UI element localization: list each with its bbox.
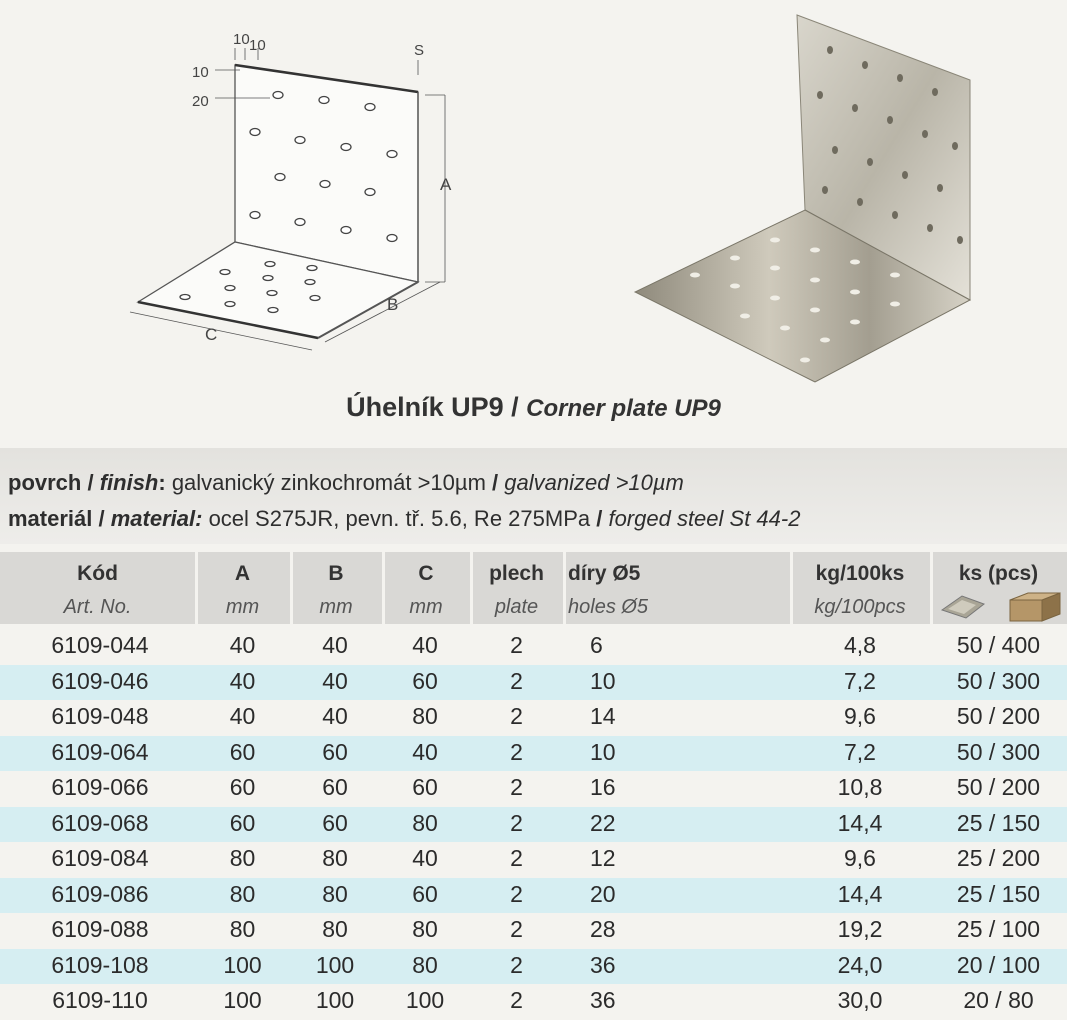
material-value-en: forged steel St 44-2 — [608, 506, 801, 531]
dim-10a-label: 10 — [233, 31, 250, 48]
table-cell: 25 / 200 — [956, 845, 1041, 871]
column-header — [195, 552, 290, 624]
title-main: Úhelník UP9 — [346, 392, 504, 422]
table-cell: 30,0 — [837, 987, 883, 1013]
table-cell: 60 — [229, 809, 256, 836]
dim-b-label: B — [387, 295, 399, 314]
column-header-sublabel: mm — [319, 596, 353, 618]
finish-sep: / — [81, 470, 100, 495]
column-header-label: ks (pcs) — [958, 562, 1039, 585]
table-cell: 20 / 80 — [963, 987, 1034, 1013]
column-header-label: kg/100ks — [815, 562, 905, 585]
table-cell: 10,8 — [837, 774, 883, 800]
column-header — [0, 552, 195, 624]
table-cell: 60 — [229, 774, 256, 800]
box-icon — [1008, 590, 1062, 622]
table-cell: 50 / 200 — [956, 774, 1041, 800]
table-cell: 60 — [412, 880, 438, 907]
bag-icon — [940, 592, 986, 620]
table-row — [0, 984, 1067, 1020]
column-header — [563, 552, 790, 624]
table-cell: 4,8 — [844, 632, 876, 658]
table-cell: 40 — [322, 632, 348, 658]
table-cell: 40 — [322, 703, 348, 729]
finish-label: povrch — [8, 470, 82, 495]
table-cell: 40 — [412, 738, 438, 765]
table-cell: 6109-064 — [51, 738, 149, 765]
table-cell: 100 — [223, 951, 262, 978]
column-header-sublabel: kg/100pcs — [814, 596, 906, 618]
table-row — [0, 736, 1067, 772]
table-cell: 6109-088 — [51, 916, 149, 942]
table-header — [0, 552, 1067, 624]
table-cell: 40 — [229, 667, 256, 694]
table-cell: 60 — [229, 738, 256, 765]
dim-10-left-label: 10 — [192, 64, 209, 81]
dim-20-left-label: 20 — [192, 93, 209, 110]
material-label-en: material: — [110, 506, 203, 531]
table-cell: 36 — [590, 987, 616, 1013]
table-cell: 2 — [510, 951, 523, 978]
table-cell: 60 — [412, 667, 438, 694]
table-cell: 60 — [322, 809, 348, 836]
table-body — [0, 629, 1067, 1020]
material-label: materiál — [8, 506, 93, 531]
table-cell: 10 — [590, 738, 616, 765]
table-cell: 50 / 400 — [956, 632, 1041, 658]
table-cell: 16 — [590, 774, 616, 800]
column-header-sublabel: mm — [409, 596, 443, 618]
column-header — [470, 552, 563, 624]
table-cell: 6109-048 — [51, 703, 149, 729]
table-cell: 60 — [322, 738, 348, 765]
column-header-label: díry Ø5 — [568, 562, 641, 585]
table-cell: 2 — [510, 667, 523, 694]
table-row — [0, 842, 1067, 878]
table-cell: 7,2 — [844, 738, 876, 765]
table-cell: 6109-068 — [51, 809, 149, 836]
table-cell: 25 / 150 — [956, 809, 1041, 836]
table-cell: 80 — [412, 703, 438, 729]
table-cell: 50 / 200 — [956, 703, 1041, 729]
table-cell: 9,6 — [844, 703, 876, 729]
dim-10b-label: 10 — [249, 37, 266, 54]
finish-label-en: finish — [99, 470, 159, 495]
table-cell: 6109-066 — [51, 774, 149, 800]
table-cell: 60 — [322, 774, 348, 800]
material-value: ocel S275JR, pevn. tř. 5.6, Re 275MPa — [202, 506, 597, 531]
table-cell: 22 — [590, 809, 616, 836]
title-separator: / — [503, 392, 527, 422]
table-cell: 14,4 — [837, 880, 883, 907]
table-cell: 2 — [510, 774, 523, 800]
material-sep: / — [92, 506, 111, 531]
table-cell: 80 — [229, 845, 256, 871]
table-row — [0, 665, 1067, 701]
title-english: Corner plate UP9 — [526, 395, 721, 422]
table-cell: 40 — [229, 703, 256, 729]
finish-colon: : — [158, 470, 166, 495]
page-title — [0, 392, 1067, 423]
material-value-sep: / — [596, 506, 609, 531]
table-row — [0, 878, 1067, 914]
table-row — [0, 913, 1067, 949]
technical-drawing — [100, 20, 480, 365]
table-cell: 80 — [229, 880, 256, 907]
column-separator — [382, 552, 385, 624]
table-cell: 2 — [510, 987, 523, 1013]
table-cell: 80 — [229, 916, 256, 942]
table-row — [0, 629, 1067, 665]
table-cell: 24,0 — [837, 951, 883, 978]
table-cell: 14 — [590, 703, 616, 729]
table-cell: 20 / 100 — [956, 951, 1041, 978]
table-cell: 25 / 100 — [956, 916, 1041, 942]
table-cell: 19,2 — [837, 916, 883, 942]
table-cell: 2 — [510, 809, 523, 836]
finish-value: galvanický zinkochromát >10µm — [165, 470, 493, 495]
finish-value-sep: / — [492, 470, 505, 495]
finish-value-en: galvanized >10µm — [504, 470, 684, 495]
table-cell: 6109-110 — [52, 987, 148, 1013]
table-cell: 40 — [229, 632, 256, 658]
column-header-sublabel: plate — [494, 596, 539, 618]
table-cell: 80 — [322, 880, 348, 907]
table-cell: 6109-046 — [51, 667, 149, 694]
finish-line — [8, 470, 684, 496]
material-line — [8, 506, 800, 532]
column-separator — [930, 552, 933, 624]
table-cell: 12 — [590, 845, 616, 871]
table-cell: 9,6 — [844, 845, 876, 871]
table-row — [0, 700, 1067, 736]
table-cell: 2 — [510, 845, 523, 871]
table-cell: 100 — [315, 987, 355, 1013]
column-header — [930, 552, 1067, 624]
table-row — [0, 807, 1067, 843]
product-photo — [625, 10, 980, 385]
column-header-sublabel: holes Ø5 — [568, 596, 649, 618]
table-cell: 80 — [322, 845, 348, 871]
table-cell: 80 — [412, 951, 438, 978]
table-row — [0, 771, 1067, 807]
table-cell: 2 — [510, 632, 523, 658]
column-header-label: B — [328, 562, 344, 585]
table-cell: 25 / 150 — [956, 880, 1041, 907]
dim-s-label: S — [414, 42, 425, 59]
spec-panel — [0, 448, 1067, 544]
table-cell: 7,2 — [844, 667, 876, 694]
table-cell: 14,4 — [837, 809, 883, 836]
table-cell: 100 — [315, 951, 355, 978]
table-cell: 60 — [412, 774, 438, 800]
table-cell: 6109-108 — [51, 951, 149, 978]
table-cell: 6 — [590, 632, 603, 658]
column-separator — [563, 552, 566, 624]
column-header-label: A — [234, 562, 251, 585]
table-cell: 2 — [510, 916, 523, 942]
column-separator — [790, 552, 793, 624]
table-cell: 40 — [412, 845, 438, 871]
table-cell: 40 — [322, 667, 348, 694]
table-cell: 6109-044 — [51, 632, 149, 658]
table-cell: 6109-086 — [51, 880, 149, 907]
column-header — [290, 552, 382, 624]
table-cell: 100 — [405, 987, 445, 1013]
dim-c-label: C — [205, 325, 218, 344]
table-row — [0, 949, 1067, 985]
table-cell: 28 — [590, 916, 616, 942]
column-separator — [470, 552, 473, 624]
column-header-sublabel: mm — [225, 596, 260, 618]
table-cell: 50 / 300 — [956, 738, 1041, 765]
table-cell: 20 — [590, 880, 616, 907]
table-cell: 2 — [510, 880, 523, 907]
column-header-label: Kód — [77, 562, 118, 585]
table-cell: 36 — [590, 951, 616, 978]
table-cell: 100 — [223, 987, 262, 1013]
table-cell: 40 — [412, 632, 438, 658]
column-header-label: plech — [489, 562, 544, 585]
column-header — [382, 552, 470, 624]
table-cell: 80 — [322, 916, 348, 942]
column-header-label: C — [418, 562, 434, 585]
table-cell: 2 — [510, 703, 523, 729]
table-cell: 6109-084 — [51, 845, 149, 871]
column-separator — [195, 552, 198, 624]
table-cell: 50 / 300 — [956, 667, 1041, 694]
table-cell: 10 — [590, 667, 616, 694]
table-cell: 2 — [510, 738, 523, 765]
table-cell: 80 — [412, 809, 438, 836]
column-header-sublabel: Art. No. — [63, 596, 132, 618]
table-cell: 80 — [412, 916, 438, 942]
dim-a-label: A — [440, 175, 452, 194]
column-header — [790, 552, 930, 624]
column-separator — [290, 552, 293, 624]
